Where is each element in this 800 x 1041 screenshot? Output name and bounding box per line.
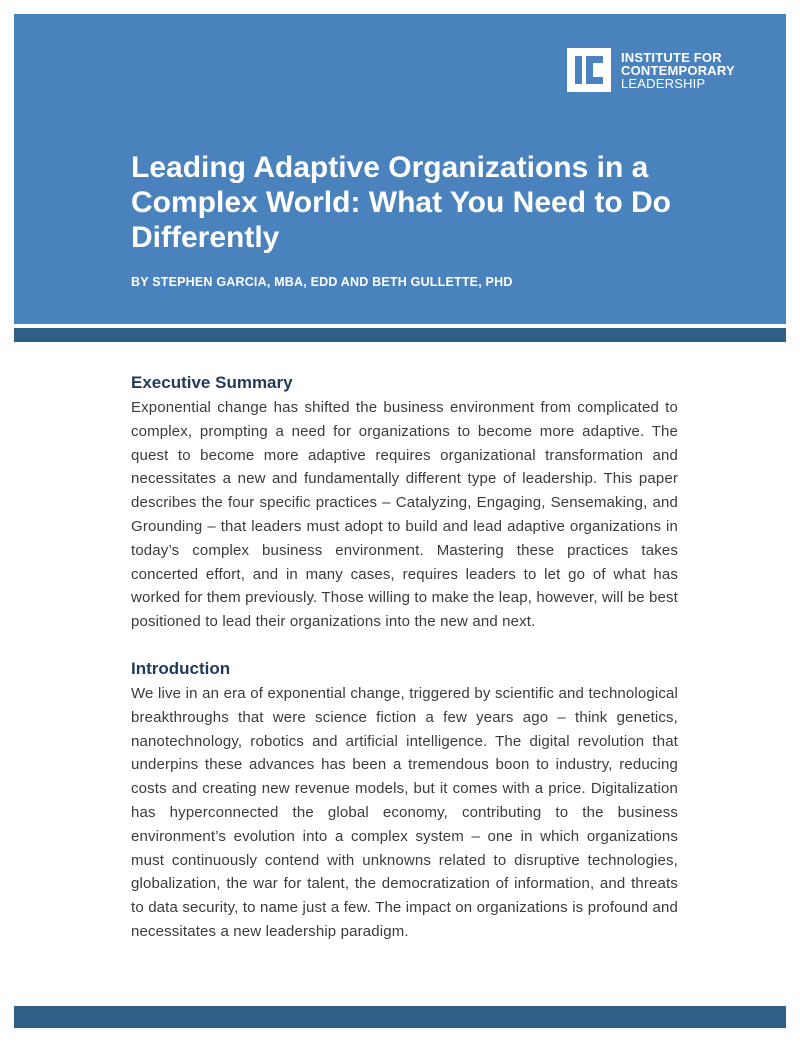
logo-line-3: LEADERSHIP [621, 75, 706, 91]
introduction-section [131, 656, 678, 944]
document-title: Leading Adaptive Organizations in a Complex World: What You Need to Do Differently [131, 151, 671, 254]
section-paragraph: We live in an era of exponential change, triggered by scientific and technological breakthroughs that were science fiction a few years ago – think genetics, nanotechnology, robotics and artificial intelligence. The digital revolution that underpins these advances has been a tremendous boon to industry, reducing costs and creating new revenue models, but it comes with a price. Digitalization has hyperconnected the global economy, contributing to the business environment’s evolution into a complex system – one in which organizations must continuously contend with unknowns related to disruptive technologies, globalization, the war for talent, the democratization of information, and threats to data security, to name just a few. The impact on organizations is profound and necessitates a new leadership paradigm. [131, 684, 678, 940]
footer-band [14, 1006, 786, 1028]
logo-line-2: CONTEMPORARY [621, 62, 735, 78]
logo-line-1: INSTITUTE FOR [621, 49, 722, 65]
executive-summary-section [131, 370, 678, 634]
section-paragraph: Exponential change has shifted the business environment from complicated to complex, prompting a need for organizations to become more adaptive. The quest to become more adaptive requires organizational transformation and necessitates a new and fundamentally different type of leadership. This paper describes the four specific practices – Catalyzing, Engaging, Sensemaking, and Grounding – that leaders must adopt to build and lead adaptive organizations in today’s complex business environment. Mastering these practices takes concerted effort, and in many cases, requires leaders to let go of what has worked for them previously. Those willing to make the leap, however, will be best positioned to lead their organizations into the new and next. [131, 399, 678, 631]
author-byline: BY STEPHEN GARCIA, MBA, EDD AND BETH GULLETTE, PHD [131, 275, 513, 289]
section-heading: Introduction [131, 658, 231, 678]
section-heading: Executive Summary [131, 373, 293, 392]
ic-logo-icon [567, 48, 611, 92]
logo-wordmark [621, 51, 735, 90]
header-divider-band [14, 328, 786, 342]
document-body [131, 370, 678, 966]
institute-logo [567, 48, 735, 92]
